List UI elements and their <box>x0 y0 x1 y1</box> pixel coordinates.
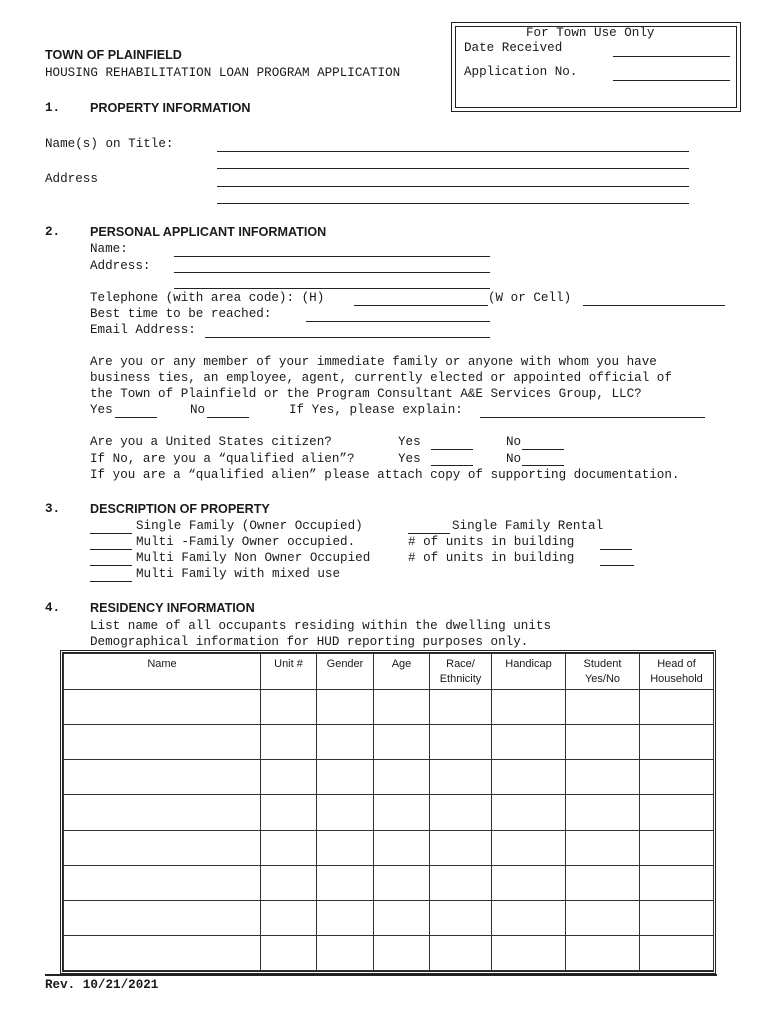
residency-instructions-1: List name of all occupants residing within the dwelling units <box>90 619 552 633</box>
conflict-no-label: No <box>190 403 206 417</box>
table-cell[interactable] <box>261 725 317 760</box>
citizen-yes-label: Yes <box>398 435 421 449</box>
conflict-no-field[interactable] <box>207 417 249 418</box>
table-cell[interactable] <box>317 795 374 830</box>
table-cell[interactable] <box>566 830 640 865</box>
section-4-number: 4. <box>45 601 61 615</box>
applicant-address-field-2[interactable] <box>174 288 490 289</box>
table-cell[interactable] <box>374 690 430 725</box>
col-header-name: Name <box>64 654 261 690</box>
single-family-owner-label: Single Family (Owner Occupied) <box>136 519 363 533</box>
table-cell[interactable] <box>492 865 566 900</box>
table-cell[interactable] <box>566 935 640 970</box>
table-cell[interactable] <box>64 690 261 725</box>
table-row <box>64 690 714 725</box>
email-field[interactable] <box>205 337 490 338</box>
property-address-field-2[interactable] <box>217 203 689 204</box>
multi-family-mixed-label: Multi Family with mixed use <box>136 567 341 581</box>
occupants-table <box>60 650 716 974</box>
names-on-title-field-1[interactable] <box>217 151 689 152</box>
table-cell[interactable] <box>492 760 566 795</box>
table-row <box>64 725 714 760</box>
table-cell[interactable] <box>492 830 566 865</box>
table-cell[interactable] <box>430 865 492 900</box>
property-address-field-1[interactable] <box>217 186 689 187</box>
table-cell[interactable] <box>64 795 261 830</box>
table-cell[interactable] <box>430 725 492 760</box>
section-3-title: DESCRIPTION OF PROPERTY <box>90 502 270 516</box>
table-cell[interactable] <box>374 900 430 935</box>
table-cell[interactable] <box>261 830 317 865</box>
table-cell[interactable] <box>566 760 640 795</box>
citizen-no-label: No <box>506 435 522 449</box>
table-cell[interactable] <box>261 690 317 725</box>
table-cell[interactable] <box>640 795 714 830</box>
col-header-race: Race/ Ethnicity <box>430 654 492 690</box>
conflict-yes-label: Yes <box>90 403 113 417</box>
table-cell[interactable] <box>492 690 566 725</box>
table-row <box>64 900 714 935</box>
section-1-number: 1. <box>45 101 61 115</box>
alien-note: If you are a “qualified alien” please attach copy of supporting documentation. <box>90 468 680 482</box>
town-use-title: For Town Use Only <box>526 26 655 40</box>
table-cell[interactable] <box>261 865 317 900</box>
best-time-label: Best time to be reached: <box>90 307 272 321</box>
work-cell-label: (W or Cell) <box>488 291 572 305</box>
section-4-title: RESIDENCY INFORMATION <box>90 601 255 615</box>
table-cell[interactable] <box>640 830 714 865</box>
application-no-label: Application No. <box>464 65 578 79</box>
table-cell[interactable] <box>430 690 492 725</box>
table-cell[interactable] <box>64 725 261 760</box>
table-cell[interactable] <box>317 725 374 760</box>
work-cell-phone-field[interactable] <box>583 305 725 306</box>
table-cell[interactable] <box>261 900 317 935</box>
org-title: TOWN OF PLAINFIELD <box>45 48 182 62</box>
conflict-question-line-2: business ties, an employee, agent, currently elected or appointed official of <box>90 371 672 385</box>
table-cell[interactable] <box>317 760 374 795</box>
table-cell[interactable] <box>64 900 261 935</box>
applicant-name-label: Name: <box>90 242 128 256</box>
table-row <box>64 830 714 865</box>
col-header-head: Head of Household <box>640 654 714 690</box>
units-owner-label: # of units in building <box>408 535 575 549</box>
table-cell[interactable] <box>317 900 374 935</box>
names-on-title-field-2[interactable] <box>217 168 689 169</box>
applicant-name-field[interactable] <box>174 256 490 257</box>
table-cell[interactable] <box>566 725 640 760</box>
col-header-age: Age <box>374 654 430 690</box>
alien-yes-field[interactable] <box>431 465 473 466</box>
units-nonowner-label: # of units in building <box>408 551 575 565</box>
names-on-title-label: Name(s) on Title: <box>45 137 174 151</box>
table-cell[interactable] <box>492 725 566 760</box>
table-row <box>64 935 714 970</box>
multi-family-owner-field[interactable] <box>90 549 132 550</box>
section-2-title: PERSONAL APPLICANT INFORMATION <box>90 225 327 239</box>
table-cell[interactable] <box>640 935 714 970</box>
table-cell[interactable] <box>640 900 714 935</box>
table-cell[interactable] <box>261 795 317 830</box>
table-row <box>64 760 714 795</box>
single-family-rental-label: Single Family Rental <box>452 519 604 533</box>
table-cell[interactable] <box>64 865 261 900</box>
revision-date: Rev. 10/21/2021 <box>45 978 159 992</box>
table-cell[interactable] <box>566 795 640 830</box>
multi-family-nonowner-label: Multi Family Non Owner Occupied <box>136 551 371 565</box>
table-cell[interactable] <box>430 760 492 795</box>
table-cell[interactable] <box>317 690 374 725</box>
conflict-question-line-1: Are you or any member of your immediate family or anyone with whom you have <box>90 355 657 369</box>
table-cell[interactable] <box>640 690 714 725</box>
col-header-handicap: Handicap <box>492 654 566 690</box>
applicant-address-field-1[interactable] <box>174 272 490 273</box>
table-row <box>64 865 714 900</box>
col-header-gender: Gender <box>317 654 374 690</box>
table-cell[interactable] <box>261 760 317 795</box>
conflict-yes-field[interactable] <box>115 417 157 418</box>
table-cell[interactable] <box>317 830 374 865</box>
multi-family-owner-label: Multi -Family Owner occupied. <box>136 535 356 549</box>
table-cell[interactable] <box>430 830 492 865</box>
table-cell[interactable] <box>566 865 640 900</box>
residency-instructions-2: Demographical information for HUD reporting purposes only. <box>90 635 529 649</box>
table-cell[interactable] <box>261 935 317 970</box>
explain-field[interactable] <box>480 417 705 418</box>
units-owner-field[interactable] <box>600 549 632 550</box>
single-family-owner-field[interactable] <box>90 533 132 534</box>
multi-family-nonowner-field[interactable] <box>90 565 132 566</box>
table-cell[interactable] <box>374 935 430 970</box>
table-cell[interactable] <box>430 795 492 830</box>
alien-question: If No, are you a “qualified alien”? <box>90 452 355 466</box>
conflict-question-line-3: the Town of Plainfield or the Program Consultant A&E Services Group, LLC? <box>90 387 642 401</box>
best-time-field[interactable] <box>306 321 490 322</box>
citizen-yes-field[interactable] <box>431 449 473 450</box>
table-cell[interactable] <box>566 900 640 935</box>
col-header-unit: Unit # <box>261 654 317 690</box>
table-cell[interactable] <box>374 865 430 900</box>
footer-rule <box>45 974 717 976</box>
table-cell[interactable] <box>430 935 492 970</box>
table-cell[interactable] <box>640 865 714 900</box>
table-cell[interactable] <box>640 760 714 795</box>
table-cell[interactable] <box>64 760 261 795</box>
multi-family-mixed-field[interactable] <box>90 581 132 582</box>
table-cell[interactable] <box>317 865 374 900</box>
form-subtitle: HOUSING REHABILITATION LOAN PROGRAM APPLICATION <box>45 66 401 80</box>
date-received-field[interactable] <box>613 56 730 57</box>
table-cell[interactable] <box>492 935 566 970</box>
table-cell[interactable] <box>64 935 261 970</box>
telephone-label: Telephone (with area code): (H) <box>90 291 325 305</box>
alien-no-field[interactable] <box>522 465 564 466</box>
table-cell[interactable] <box>640 725 714 760</box>
col-header-student: Student Yes/No <box>566 654 640 690</box>
citizen-question: Are you a United States citizen? <box>90 435 332 449</box>
units-nonowner-field[interactable] <box>600 565 634 566</box>
section-2-number: 2. <box>45 225 61 239</box>
table-cell[interactable] <box>492 795 566 830</box>
table-cell[interactable] <box>64 830 261 865</box>
table-cell[interactable] <box>492 900 566 935</box>
section-3-number: 3. <box>45 502 61 516</box>
home-phone-field[interactable] <box>354 305 488 306</box>
table-cell[interactable] <box>374 795 430 830</box>
table-cell[interactable] <box>374 725 430 760</box>
table-cell[interactable] <box>374 830 430 865</box>
email-label: Email Address: <box>90 323 196 337</box>
property-address-label: Address <box>45 172 98 186</box>
application-no-field[interactable] <box>613 80 730 81</box>
date-received-label: Date Received <box>464 41 563 55</box>
applicant-address-label: Address: <box>90 259 151 273</box>
alien-yes-label: Yes <box>398 452 421 466</box>
section-1-title: PROPERTY INFORMATION <box>90 101 251 115</box>
table-cell[interactable] <box>566 690 640 725</box>
table-header-row <box>64 654 714 690</box>
table-cell[interactable] <box>317 935 374 970</box>
table-row <box>64 795 714 830</box>
table-cell[interactable] <box>374 760 430 795</box>
table-cell[interactable] <box>430 900 492 935</box>
alien-no-label: No <box>506 452 522 466</box>
explain-label: If Yes, please explain: <box>289 403 463 417</box>
citizen-no-field[interactable] <box>522 449 564 450</box>
